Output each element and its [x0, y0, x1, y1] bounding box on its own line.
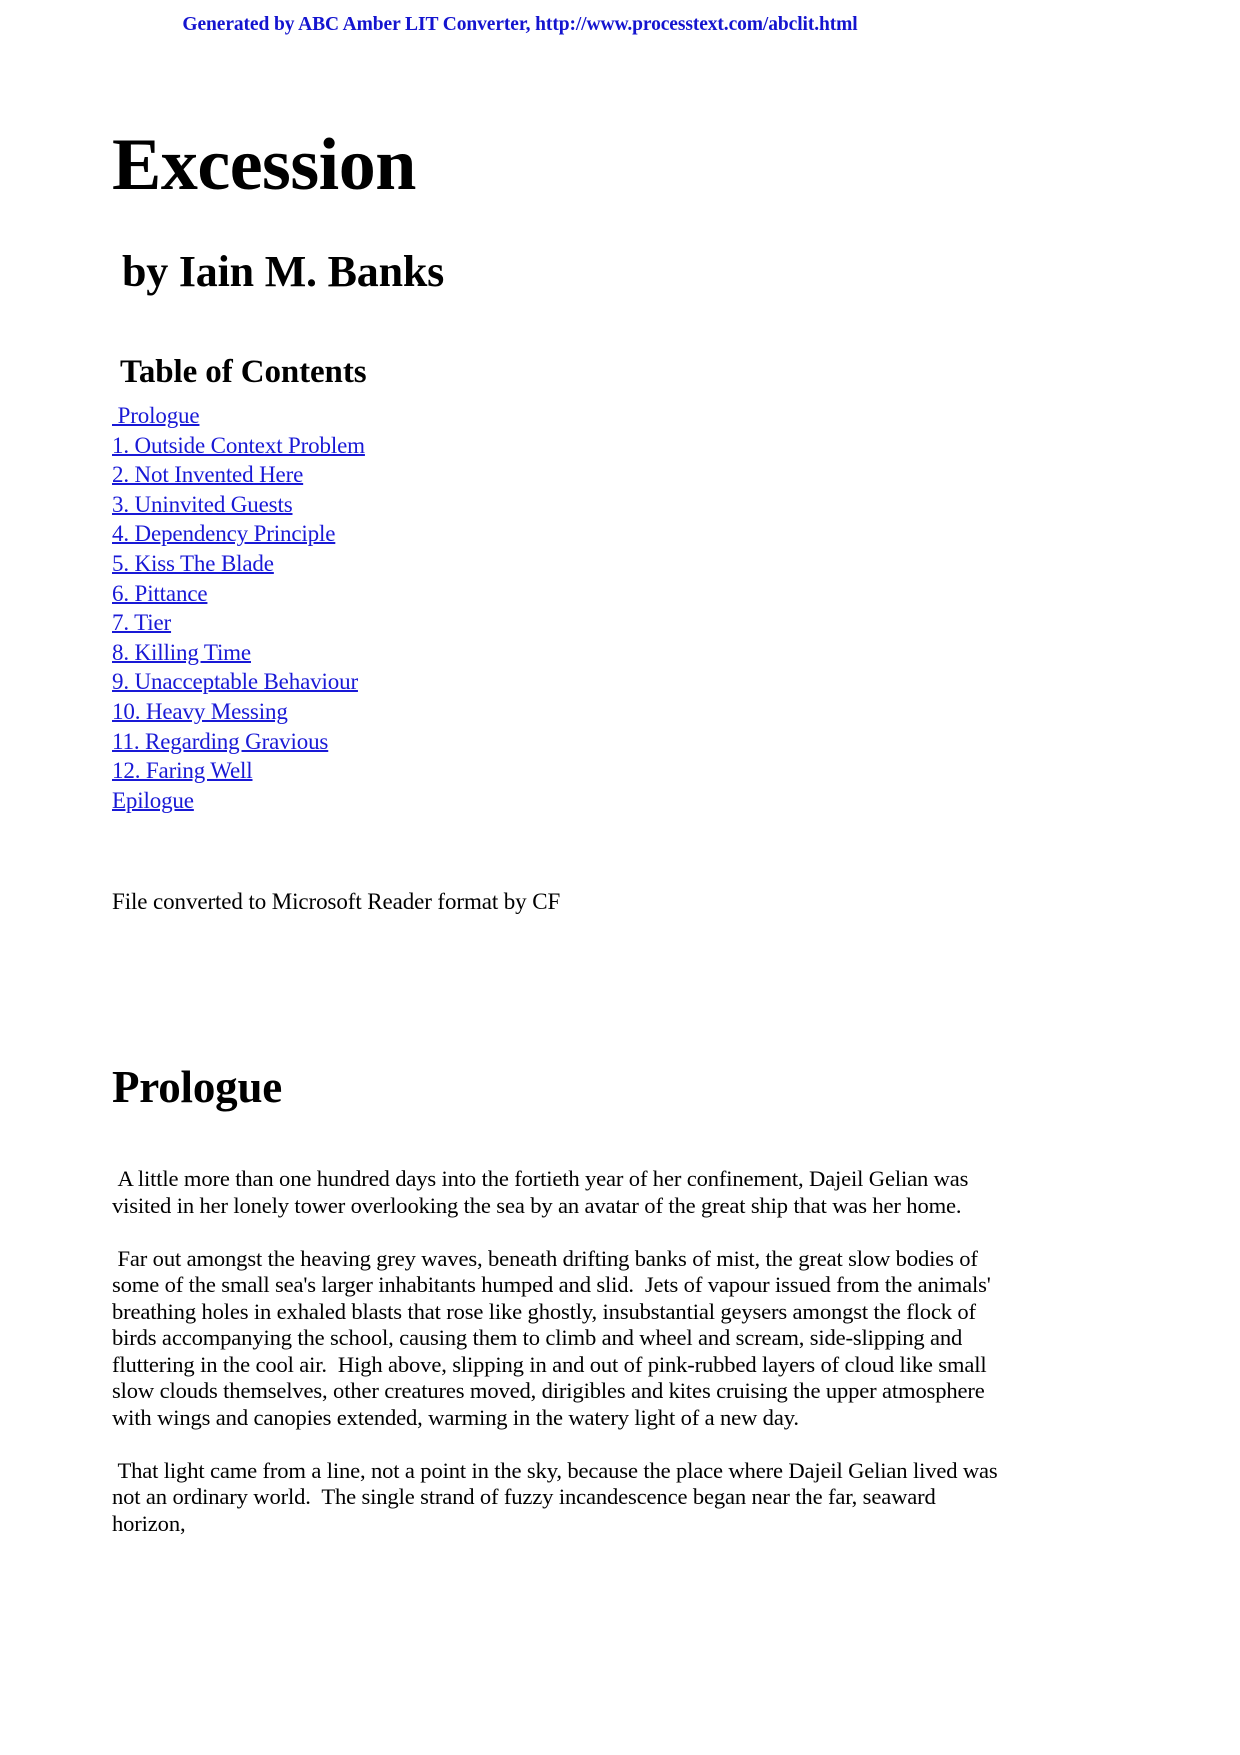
toc-link-chapter-3[interactable]: 3. Uninvited Guests	[112, 491, 293, 517]
list-item	[112, 492, 1002, 522]
list-item	[112, 788, 1002, 818]
toc-link-chapter-10[interactable]: 10. Heavy Messing	[112, 698, 288, 724]
list-item	[112, 433, 1002, 463]
toc-link-chapter-5[interactable]: 5. Kiss The Blade	[112, 550, 274, 576]
toc-link-chapter-9[interactable]: 9. Unacceptable Behaviour	[112, 669, 358, 695]
toc-link-chapter-12[interactable]: 12. Faring Well	[112, 758, 253, 784]
toc-link-prologue[interactable]: Prologue	[112, 403, 200, 428]
chapter-heading-prologue: Prologue	[112, 1062, 283, 1113]
book-author: by Iain M. Banks	[122, 247, 445, 296]
list-item	[112, 581, 1002, 611]
list-item	[112, 640, 1002, 670]
list-item	[112, 521, 1002, 551]
list-item	[112, 403, 1002, 433]
table-of-contents-list	[112, 389, 1002, 817]
body-paragraph: Far out amongst the heaving grey waves, beneath drifting banks of mist, the great slow bodies of some of the small sea's larger inhabitants humped and slid. Jets of vapour issued from the animals' breathing holes in exhaled blasts that rose like ghostly, insubstantial geysers amongst the flock of birds accompanying the school, causing them to climb and wheel and scream, side-slipping and fluttering in the cool air. High above, slipping in and out of pink-rubbed layers of cloud like small slow clouds themselves, other creatures moved, dirigibles and kites cruising the upper atmosphere with wings and canopies extended, warming in the watery light of a new day.	[112, 1245, 997, 1431]
conversion-note: File converted to Microsoft Reader format by CF	[112, 889, 561, 915]
toc-link-chapter-8[interactable]: 8. Killing Time	[112, 639, 251, 665]
body-paragraph: A little more than one hundred days into the fortieth year of her confinement, Dajeil Gelian was visited in her lonely tower overlooking the sea by an avatar of the great ship that was her home.	[112, 1166, 974, 1218]
list-item	[112, 669, 1002, 699]
toc-link-chapter-7[interactable]: 7. Tier	[112, 610, 172, 636]
toc-link-epilogue[interactable]: Epilogue	[112, 787, 194, 813]
document-content	[112, 0, 1002, 1537]
list-item	[112, 610, 1002, 640]
converter-banner: Generated by ABC Amber LIT Converter, http://www.processtext.com/abclit.html	[182, 14, 858, 35]
page-title: Excession	[112, 124, 416, 206]
toc-link-chapter-4[interactable]: 4. Dependency Principle	[112, 521, 336, 547]
list-item	[112, 729, 1002, 759]
toc-link-chapter-1[interactable]: 1. Outside Context Problem	[112, 432, 365, 458]
list-item	[112, 462, 1002, 492]
toc-link-chapter-11[interactable]: 11. Regarding Gravious	[112, 728, 329, 754]
body-paragraph: That light came from a line, not a point in the sky, because the place where Dajeil Gelian lived was not an ordinary world. The single strand of fuzzy incandescence began near the far, seaward horizon,	[112, 1457, 1004, 1536]
list-item	[112, 551, 1002, 581]
table-of-contents-heading: Table of Contents	[120, 354, 367, 390]
toc-link-chapter-2[interactable]: 2. Not Invented Here	[112, 462, 304, 488]
list-item	[112, 758, 1002, 788]
toc-link-chapter-6[interactable]: 6. Pittance	[112, 580, 208, 606]
list-item	[112, 699, 1002, 729]
